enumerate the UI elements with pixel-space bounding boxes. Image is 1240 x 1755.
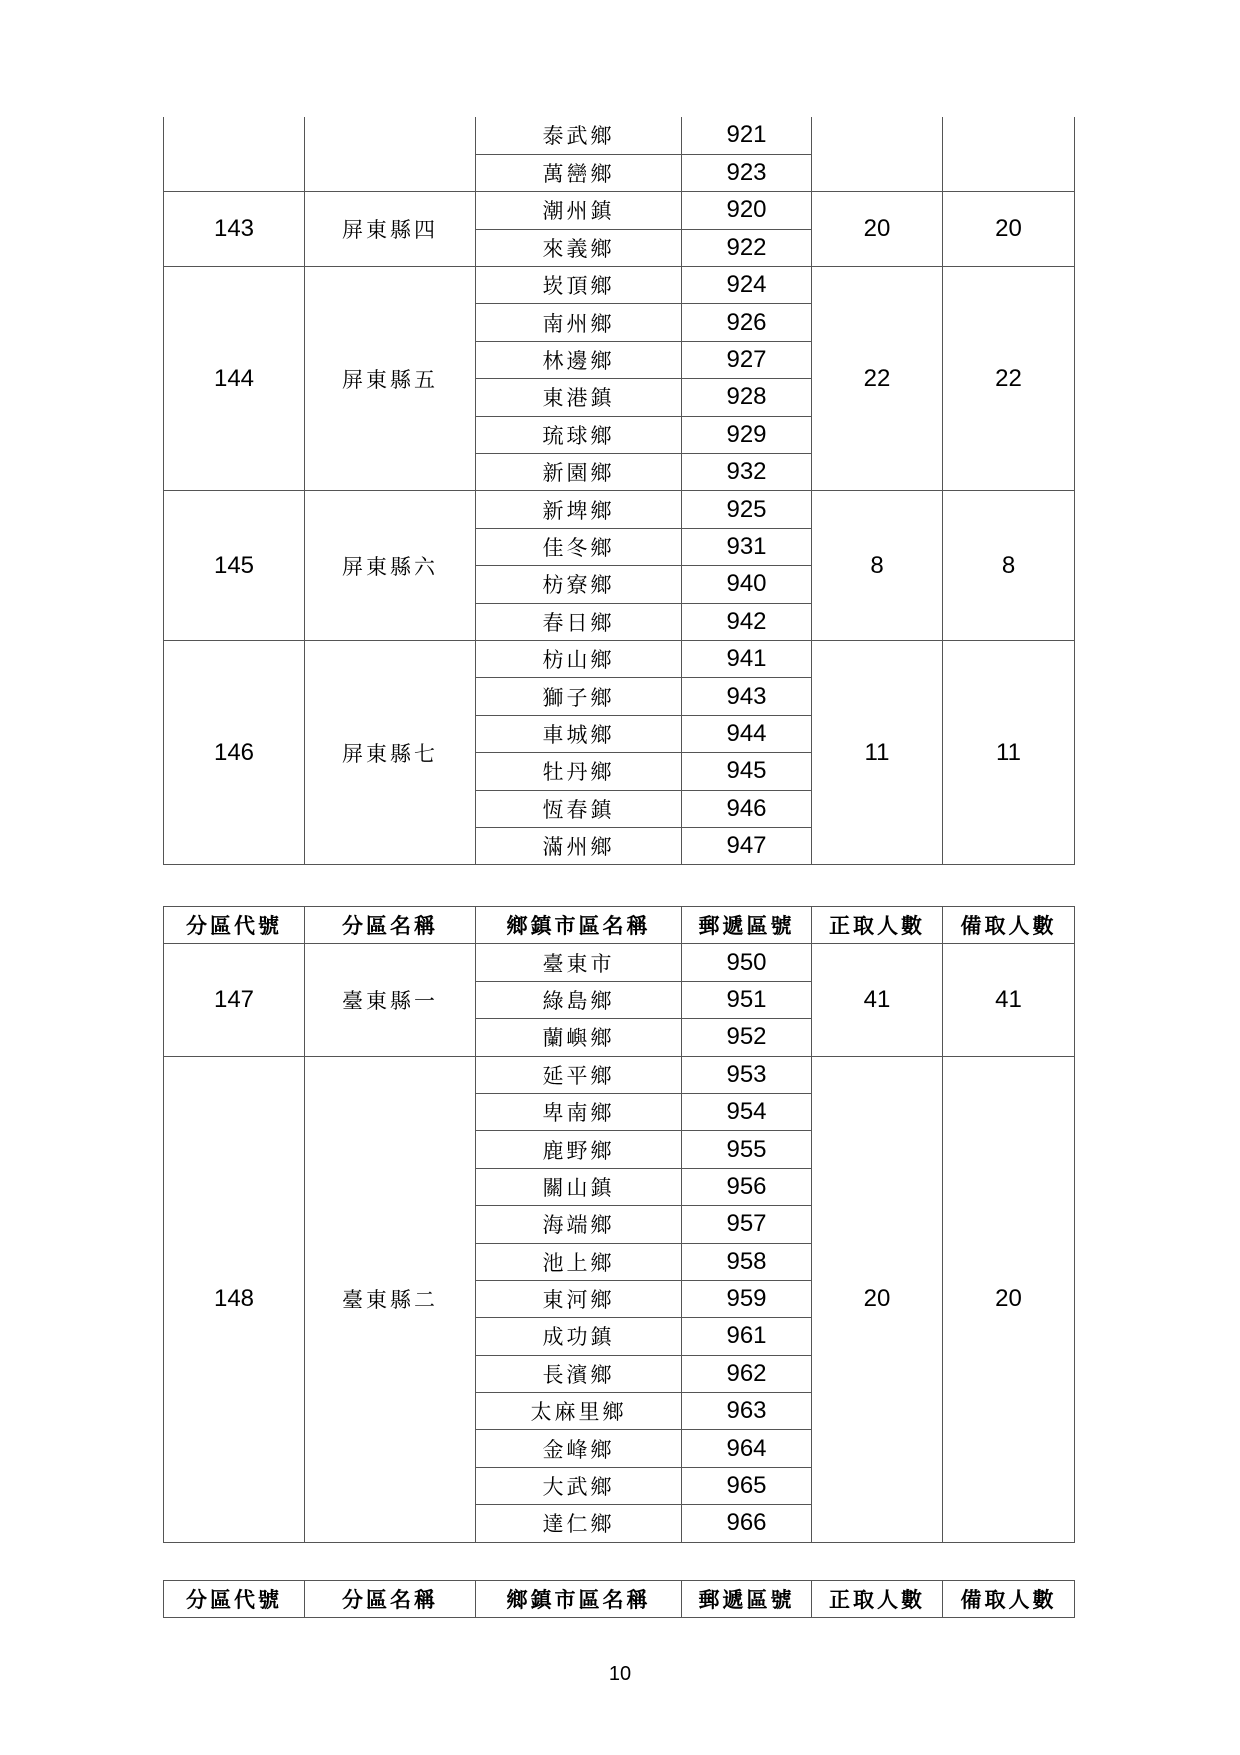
town-cell: 東港鎮 bbox=[476, 379, 682, 416]
header-zip: 郵遞區號 bbox=[682, 1581, 812, 1618]
district-name: 屏東縣七 bbox=[305, 640, 476, 864]
zip-cell: 946 bbox=[682, 790, 812, 827]
table-row bbox=[164, 192, 1075, 229]
town-cell: 牡丹鄉 bbox=[476, 753, 682, 790]
district-name: 臺東縣二 bbox=[305, 1056, 476, 1542]
town-cell: 春日鄉 bbox=[476, 603, 682, 640]
table-row bbox=[164, 944, 1075, 981]
header-code: 分區代號 bbox=[164, 1581, 305, 1618]
zip-cell: 945 bbox=[682, 753, 812, 790]
reserve-count: 41 bbox=[943, 944, 1075, 1056]
town-cell: 新園鄉 bbox=[476, 454, 682, 491]
zip-cell: 957 bbox=[682, 1206, 812, 1243]
page-number: 10 bbox=[608, 1663, 632, 1685]
header-name: 分區名稱 bbox=[305, 907, 476, 944]
zip-cell: 923 bbox=[682, 154, 812, 191]
town-cell: 泰武鄉 bbox=[476, 117, 682, 154]
zip-cell: 932 bbox=[682, 454, 812, 491]
zip-cell: 940 bbox=[682, 566, 812, 603]
reserve-count: 22 bbox=[943, 267, 1075, 491]
town-cell: 金峰鄉 bbox=[476, 1430, 682, 1467]
district-name: 屏東縣六 bbox=[305, 491, 476, 641]
town-cell: 琉球鄉 bbox=[476, 416, 682, 453]
town-cell: 成功鎮 bbox=[476, 1318, 682, 1355]
district-code: 145 bbox=[164, 491, 305, 641]
town-cell: 枋寮鄉 bbox=[476, 566, 682, 603]
town-cell: 長濱鄉 bbox=[476, 1355, 682, 1392]
town-cell: 池上鄉 bbox=[476, 1243, 682, 1280]
zip-cell: 959 bbox=[682, 1280, 812, 1317]
zip-cell: 966 bbox=[682, 1505, 812, 1542]
table-row bbox=[164, 491, 1075, 528]
admit-count: 8 bbox=[812, 491, 943, 641]
town-cell: 卑南鄉 bbox=[476, 1093, 682, 1130]
table-row bbox=[164, 1056, 1075, 1093]
town-cell: 枋山鄉 bbox=[476, 640, 682, 677]
header-zip: 郵遞區號 bbox=[682, 907, 812, 944]
district-table-1 bbox=[163, 117, 1075, 865]
district-code: 144 bbox=[164, 267, 305, 491]
town-cell: 新埤鄉 bbox=[476, 491, 682, 528]
zip-cell: 926 bbox=[682, 304, 812, 341]
town-cell: 海端鄉 bbox=[476, 1206, 682, 1243]
town-cell: 達仁鄉 bbox=[476, 1505, 682, 1542]
zip-cell: 956 bbox=[682, 1168, 812, 1205]
table-row bbox=[164, 117, 1075, 154]
town-cell: 獅子鄉 bbox=[476, 678, 682, 715]
table-row bbox=[164, 267, 1075, 304]
zip-cell: 950 bbox=[682, 944, 812, 981]
zip-cell: 947 bbox=[682, 827, 812, 864]
district-code: 148 bbox=[164, 1056, 305, 1542]
town-cell: 太麻里鄉 bbox=[476, 1393, 682, 1430]
table-header-row bbox=[164, 907, 1075, 944]
zip-cell: 965 bbox=[682, 1467, 812, 1504]
zip-cell: 964 bbox=[682, 1430, 812, 1467]
zip-cell: 955 bbox=[682, 1131, 812, 1168]
zip-cell: 927 bbox=[682, 341, 812, 378]
town-cell: 東河鄉 bbox=[476, 1280, 682, 1317]
zip-cell: 928 bbox=[682, 379, 812, 416]
zip-cell: 931 bbox=[682, 528, 812, 565]
reserve-count: 8 bbox=[943, 491, 1075, 641]
district-name: 屏東縣五 bbox=[305, 267, 476, 491]
town-cell: 延平鄉 bbox=[476, 1056, 682, 1093]
zip-cell: 925 bbox=[682, 491, 812, 528]
table-header-row bbox=[164, 1581, 1075, 1618]
town-cell: 臺東市 bbox=[476, 944, 682, 981]
district-code: 143 bbox=[164, 192, 305, 267]
town-cell: 崁頂鄉 bbox=[476, 267, 682, 304]
zip-cell: 953 bbox=[682, 1056, 812, 1093]
district-code: 147 bbox=[164, 944, 305, 1056]
header-reserve: 備取人數 bbox=[943, 1581, 1075, 1618]
town-cell: 車城鄉 bbox=[476, 715, 682, 752]
zip-cell: 922 bbox=[682, 229, 812, 266]
town-cell: 滿州鄉 bbox=[476, 827, 682, 864]
district-table-3 bbox=[163, 1580, 1075, 1618]
zip-cell: 943 bbox=[682, 678, 812, 715]
zip-cell: 924 bbox=[682, 267, 812, 304]
header-town: 鄉鎮市區名稱 bbox=[476, 1581, 682, 1618]
town-cell: 蘭嶼鄉 bbox=[476, 1019, 682, 1056]
district-code: 146 bbox=[164, 640, 305, 864]
zip-cell: 920 bbox=[682, 192, 812, 229]
town-cell: 林邊鄉 bbox=[476, 341, 682, 378]
admit-count: 41 bbox=[812, 944, 943, 1056]
reserve-count: 20 bbox=[943, 192, 1075, 267]
town-cell: 綠島鄉 bbox=[476, 981, 682, 1018]
town-cell: 佳冬鄉 bbox=[476, 528, 682, 565]
town-cell: 南州鄉 bbox=[476, 304, 682, 341]
zip-cell: 951 bbox=[682, 981, 812, 1018]
town-cell: 來義鄉 bbox=[476, 229, 682, 266]
district-name: 屏東縣四 bbox=[305, 192, 476, 267]
admit-count: 20 bbox=[812, 192, 943, 267]
header-code: 分區代號 bbox=[164, 907, 305, 944]
district-table-2 bbox=[163, 906, 1075, 1543]
zip-cell: 921 bbox=[682, 117, 812, 154]
reserve-count: 11 bbox=[943, 640, 1075, 864]
town-cell: 萬巒鄉 bbox=[476, 154, 682, 191]
admit-count: 11 bbox=[812, 640, 943, 864]
zip-cell: 963 bbox=[682, 1393, 812, 1430]
zip-cell: 929 bbox=[682, 416, 812, 453]
zip-cell: 942 bbox=[682, 603, 812, 640]
zip-cell: 962 bbox=[682, 1355, 812, 1392]
zip-cell: 944 bbox=[682, 715, 812, 752]
town-cell: 恆春鎮 bbox=[476, 790, 682, 827]
zip-cell: 941 bbox=[682, 640, 812, 677]
header-admit: 正取人數 bbox=[812, 1581, 943, 1618]
header-reserve: 備取人數 bbox=[943, 907, 1075, 944]
admit-count: 20 bbox=[812, 1056, 943, 1542]
header-admit: 正取人數 bbox=[812, 907, 943, 944]
town-cell: 關山鎮 bbox=[476, 1168, 682, 1205]
header-town: 鄉鎮市區名稱 bbox=[476, 907, 682, 944]
admit-count: 22 bbox=[812, 267, 943, 491]
table-row bbox=[164, 640, 1075, 677]
zip-cell: 961 bbox=[682, 1318, 812, 1355]
zip-cell: 954 bbox=[682, 1093, 812, 1130]
town-cell: 大武鄉 bbox=[476, 1467, 682, 1504]
town-cell: 鹿野鄉 bbox=[476, 1131, 682, 1168]
zip-cell: 952 bbox=[682, 1019, 812, 1056]
zip-cell: 958 bbox=[682, 1243, 812, 1280]
reserve-count: 20 bbox=[943, 1056, 1075, 1542]
town-cell: 潮州鎮 bbox=[476, 192, 682, 229]
header-name: 分區名稱 bbox=[305, 1581, 476, 1618]
district-name: 臺東縣一 bbox=[305, 944, 476, 1056]
